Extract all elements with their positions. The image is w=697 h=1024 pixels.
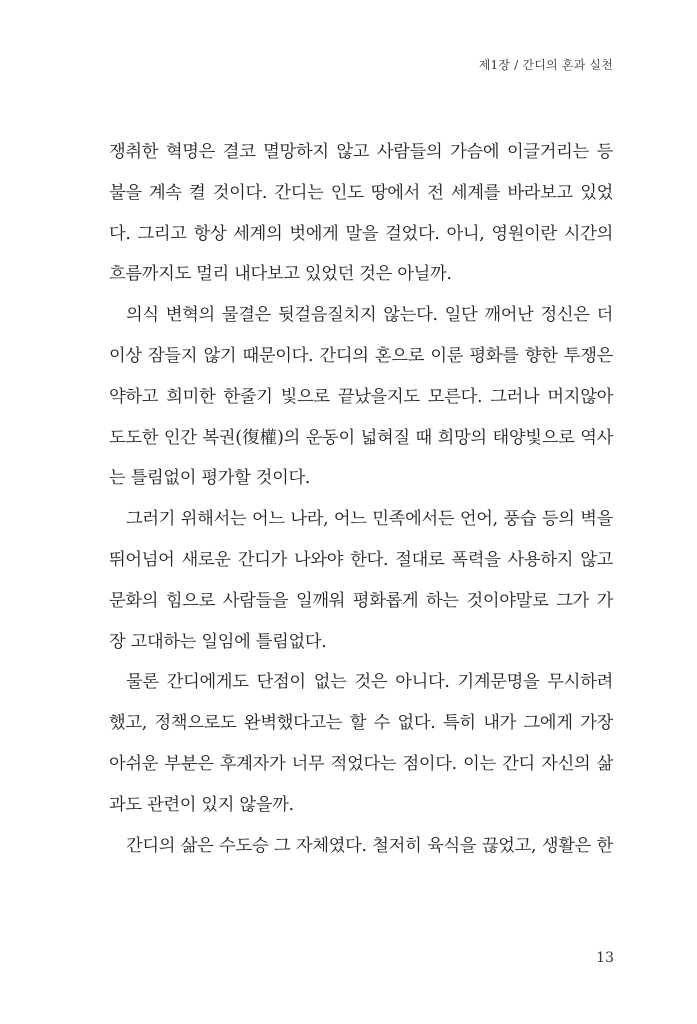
- text-line: 뛰어넘어 새로운 간디가 나와야 한다. 절대로 폭력을 사용하지 않고: [109, 549, 613, 570]
- body-text: [109, 132, 613, 866]
- text-line: 이상 잠들지 않기 때문이다. 간디의 혼으로 이룬 평화를 향한 투쟁은: [109, 345, 613, 366]
- text-line: 간디의 삶은 수도승 그 자체였다. 철저히 육식을 끊었고, 생활은 한: [126, 835, 613, 856]
- text-line: 그러기 위해서는 어느 나라, 어느 민족에서든 언어, 풍습 등의 벽을: [126, 509, 613, 530]
- text-line: 쟁취한 혁명은 결코 멸망하지 않고 사람들의 가슴에 이글거리는 등: [109, 142, 613, 162]
- text-line: 다. 그리고 항상 세계의 벗에게 말을 걸었다. 아니, 영원이란 시간의: [109, 223, 613, 244]
- text-line: 불을 계속 켤 것이다. 간디는 인도 땅에서 전 세계를 바라보고 있었: [109, 182, 613, 203]
- text-line: 의식 변혁의 물결은 뒷걸음질치지 않는다. 일단 깨어난 정신은 더: [126, 305, 613, 326]
- text-line: 물론 간디에게도 단점이 없는 것은 아니다. 기계문명을 무시하려: [126, 672, 613, 693]
- text-line: 약하고 희미한 한줄기 빛으로 끝났을지도 모른다. 그러나 머지않아: [109, 386, 613, 407]
- text-line: 했고, 정책으로도 완벽했다고는 할 수 없다. 특히 내가 그에게 가장: [109, 713, 613, 734]
- text-line: 흐름까지도 멀리 내다보고 있었던 것은 아닐까.: [109, 264, 452, 285]
- running-head: 제1장 / 간디의 혼과 실천: [478, 58, 613, 72]
- text-line: 과도 관련이 있지 않을까.: [109, 794, 294, 815]
- text-line: 도도한 인간 복권(復權)의 운동이 넓혀질 때 희망의 태양빛으로 역사: [109, 427, 613, 448]
- text-line: 문화의 힘으로 사람들을 일깨워 평화롭게 하는 것이야말로 그가 가: [109, 590, 613, 611]
- page-number: 13: [596, 950, 614, 966]
- text-line: 는 틀림없이 평가할 것이다.: [109, 468, 311, 489]
- text-line: 장 고대하는 일임에 틀림없다.: [109, 631, 327, 652]
- text-line: 아쉬운 부분은 후계자가 너무 적었다는 점이다. 이는 간디 자신의 삶: [109, 753, 613, 774]
